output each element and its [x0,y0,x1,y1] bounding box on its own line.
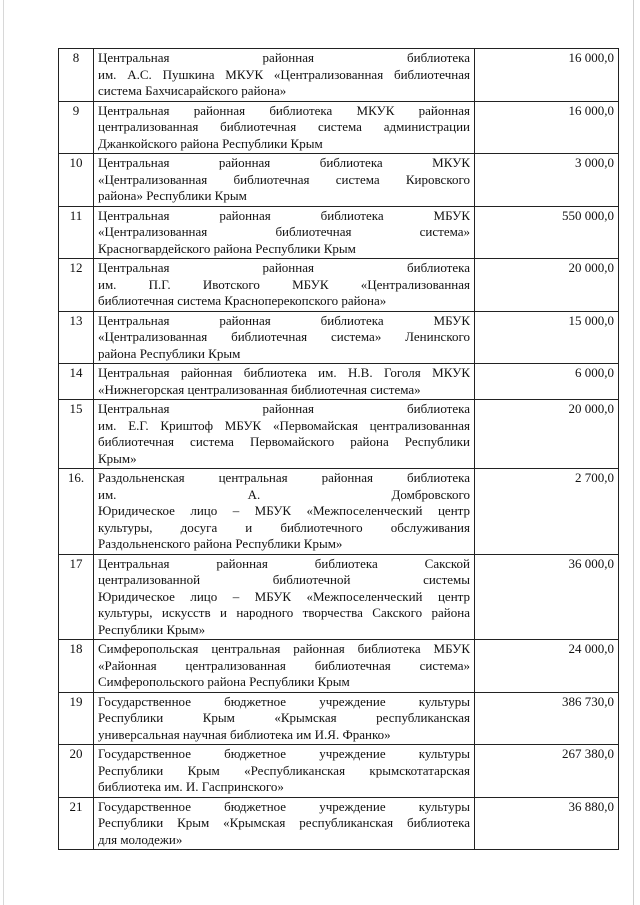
table-row [59,311,619,364]
library-funding-table [58,48,619,850]
institution-name-line: «Централизованная библиотечная система» [98,224,470,239]
amount-cell: 16 000,0 [475,49,619,102]
institution-name-line: культуры, искусств и народного творчества Сакского района [98,605,470,620]
table-row [59,49,619,102]
institution-name-cell [94,692,475,745]
row-number: 8 [59,49,94,102]
institution-name-line: им. Е.Г. Криштоф МБУК «Первомайская централизованная [98,417,470,433]
table-row [59,469,619,555]
amount-cell: 36 000,0 [475,554,619,640]
institution-name-line: система Бахчисарайского района» [98,83,287,98]
institution-name-line: Республики Крым «Крымская республиканская библиотека [98,815,470,830]
institution-name-line: библиотечная система Красноперекопского района» [98,293,387,308]
institution-name-line: Государственное бюджетное учреждение культуры [98,746,470,761]
amount-cell: 2 700,0 [475,469,619,555]
amount-cell: 16 000,0 [475,101,619,154]
institution-name-line: района Республики Крым [98,345,241,361]
institution-name-line: централизованной библиотечной системы [98,572,470,587]
institution-name-line: им. А.С. Пушкина МКУК «Централизованная библиотечная [98,66,470,82]
row-number: 18 [59,640,94,693]
row-number: 16. [59,469,94,555]
table-row [59,206,619,259]
institution-name-cell [94,259,475,312]
institution-name-cell [94,206,475,259]
institution-name-cell [94,101,475,154]
row-number: 13 [59,311,94,364]
row-number: 9 [59,101,94,154]
institution-name-line: Центральная районная библиотека МКУК районная [98,102,470,118]
institution-name-line: Джанкойского района Республики Крым [98,135,323,151]
institution-name-cell [94,154,475,207]
table-row [59,692,619,745]
institution-name-line: Государственное бюджетное учреждение культуры [98,693,470,709]
institution-name-line: Центральная районная библиотека МБУК [98,207,470,223]
institution-name-cell [94,49,475,102]
institution-name-line: Юридическое лицо – МБУК «Межпоселенческий центр [98,503,470,518]
institution-name-line: района» Республики Крым [98,188,247,203]
scan-edge-left [3,0,4,905]
institution-name-line: Симферопольского района Республики Крым [98,674,350,689]
institution-name-line: Республики Крым» [98,621,206,637]
row-number: 15 [59,400,94,469]
institution-name-line: Государственное бюджетное учреждение культуры [98,798,470,814]
table-row [59,640,619,693]
amount-cell: 15 000,0 [475,311,619,364]
institution-name-line: «Централизованная библиотечная система Кировского [98,171,470,187]
institution-name-cell [94,554,475,640]
table-row [59,364,619,400]
institution-name-cell [94,469,475,555]
institution-name-line: Красногвардейского района Республики Крым [98,240,356,256]
amount-cell: 24 000,0 [475,640,619,693]
institution-name-line: Центральная районная библиотека МБУК [98,312,470,328]
institution-name-line: Центральная районная библиотека МКУК [98,155,470,170]
institution-name-line: универсальная научная библиотека им И.Я. Франко» [98,726,391,742]
institution-name-line: им. А. Домбровского [98,486,470,502]
institution-name-cell [94,364,475,400]
table-body [59,49,619,850]
institution-name-line: Раздольненского района Республики Крым» [98,536,343,551]
institution-name-line: библиотека им. И. Гаспринского» [98,779,284,794]
amount-cell: 36 880,0 [475,797,619,850]
institution-name-cell [94,640,475,693]
institution-name-cell [94,400,475,469]
row-number: 20 [59,745,94,798]
institution-name-cell [94,745,475,798]
table-row [59,101,619,154]
row-number: 21 [59,797,94,850]
row-number: 14 [59,364,94,400]
amount-cell: 6 000,0 [475,364,619,400]
institution-name-cell [94,797,475,850]
table-row [59,154,619,207]
institution-name-line: «Нижнегорская централизованная библиотечная система» [98,381,421,397]
table-row [59,400,619,469]
row-number: 10 [59,154,94,207]
amount-cell: 20 000,0 [475,400,619,469]
table-row [59,797,619,850]
row-number: 11 [59,206,94,259]
institution-name-line: централизованная библиотечная система администрации [98,119,470,134]
institution-name-line: им. П.Г. Ивотского МБУК «Централизованная [98,276,470,292]
institution-name-line: Крым» [98,450,137,466]
institution-name-line: Центральная районная библиотека [98,401,470,416]
institution-name-line: Симферопольская центральная районная библиотека МБУК [98,641,470,656]
institution-name-cell [94,311,475,364]
table-row [59,259,619,312]
row-number: 12 [59,259,94,312]
institution-name-line: библиотечная система Первомайского района Республики [98,434,470,449]
institution-name-line: для молодежи» [98,831,183,847]
institution-name-line: культуры, досуга и библиотечного обслуживания [98,519,470,535]
amount-cell: 550 000,0 [475,206,619,259]
amount-cell: 3 000,0 [475,154,619,207]
institution-name-line: Центральная районная библиотека Сакской [98,555,470,571]
scan-edge-right [633,0,634,905]
amount-cell: 20 000,0 [475,259,619,312]
amount-cell: 267 380,0 [475,745,619,798]
table-row [59,745,619,798]
institution-name-line: «Районная централизованная библиотечная система» [98,657,470,673]
institution-name-line: Центральная районная библиотека [98,260,470,275]
amount-cell: 386 730,0 [475,692,619,745]
row-number: 19 [59,692,94,745]
institution-name-line: Раздольненская центральная районная библиотека [98,470,470,485]
institution-name-line: Республики Крым «Республиканская крымскотатарская [98,762,470,778]
institution-name-line: Республики Крым «Крымская республиканская [98,710,470,725]
institution-name-line: «Централизованная библиотечная система» Ленинского [98,329,470,344]
institution-name-line: Центральная районная библиотека им. Н.В. Гоголя МКУК [98,365,470,380]
institution-name-line: Юридическое лицо – МБУК «Межпоселенческий центр [98,588,470,604]
table-row [59,554,619,640]
institution-name-line: Центральная районная библиотека [98,50,470,65]
row-number: 17 [59,554,94,640]
